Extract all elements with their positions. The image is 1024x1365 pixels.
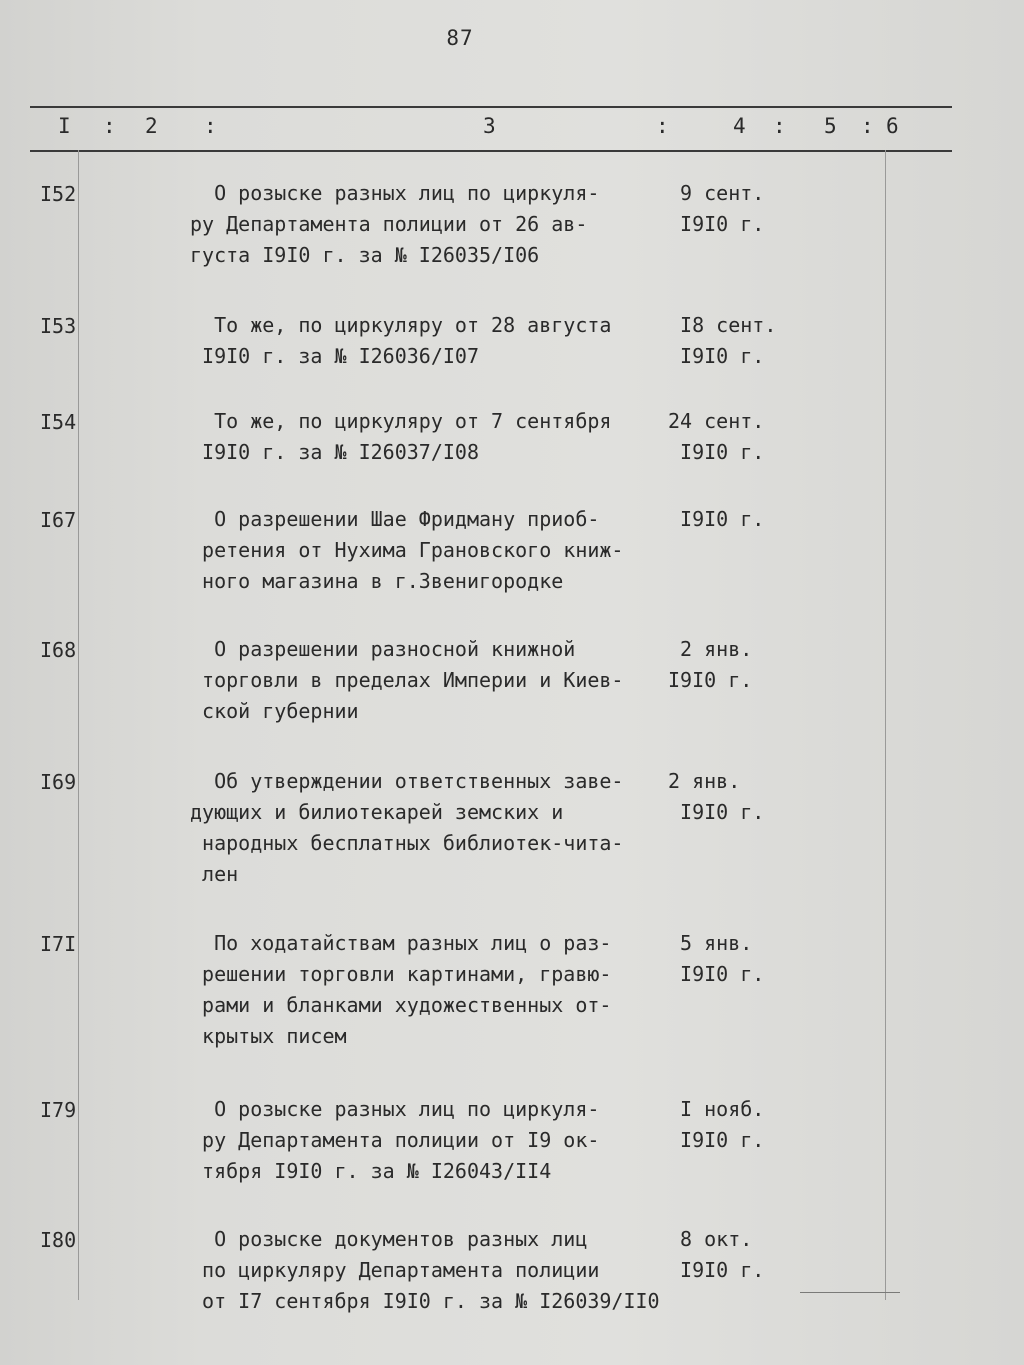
column-header-4: 4 [733, 114, 747, 138]
entry-date: 8 окт. I9I0 г. [680, 1227, 765, 1282]
entry-title: То же, по циркуляру от 7 сентября I9I0 г. за № I26037/I08 [202, 409, 612, 464]
entry-date: 2 янв. I9I0 г. [668, 769, 765, 824]
column-header-5: 5 [824, 114, 838, 138]
header-rule-bottom [30, 150, 952, 152]
entry-number: I69 [40, 770, 77, 794]
column-separator-2: : [204, 114, 218, 138]
entry-date: I нояб. I9I0 г. [680, 1097, 765, 1152]
column-separator-4: : [773, 114, 787, 138]
column-line-5 [885, 150, 886, 1300]
entry-date: 24 сент. I9I0 г. [668, 409, 765, 464]
entry-number: I67 [40, 508, 77, 532]
entry-number: I79 [40, 1098, 77, 1122]
header-rule-top [30, 106, 952, 108]
entry-date: 9 сент. I9I0 г. [680, 181, 765, 236]
entry-title: О розыске документов разных лиц по циркуляру Департамента полиции от I7 сентября I9I0 г. за № I26039/II0 [202, 1227, 660, 1313]
entry-number: I7I [40, 932, 77, 956]
column-header-1: I [58, 114, 72, 138]
entry-title: О розыске разных лиц по циркуля- ру Департамента полиции от 26 ав- густа I9I0 г. за № I26035/I06 [190, 181, 600, 267]
entry-title: О разрешении Шае Фридману приоб- ретения от Нухима Грановского книж- ного магазина в г.Звенигородке [202, 507, 624, 593]
entry-date: I9I0 г. [668, 507, 765, 531]
entry-number: I68 [40, 638, 77, 662]
column-header-3: 3 [483, 114, 497, 138]
bottom-rule [800, 1292, 900, 1293]
entry-title: Об утверждении ответственных заве- дующих и билиотекарей земских и народных бесплатных библиотек-чита- лен [190, 769, 624, 886]
entry-number: I52 [40, 182, 77, 206]
column-header-6: 6 [886, 114, 900, 138]
entry-number: I80 [40, 1228, 77, 1252]
entry-title: О розыске разных лиц по циркуля- ру Департамента полиции от I9 ок- тября I9I0 г. за № I26043/II4 [202, 1097, 600, 1183]
entry-date: 5 янв. I9I0 г. [680, 931, 765, 986]
entry-number: I54 [40, 410, 77, 434]
column-separator-5: : [861, 114, 875, 138]
page-number: 87 [446, 26, 474, 50]
entry-number: I53 [40, 314, 77, 338]
entry-date: 2 янв. I9I0 г. [668, 637, 753, 692]
entry-date: I8 сент. I9I0 г. [680, 313, 777, 368]
entry-title: По ходатайствам разных лиц о раз- решении торговли картинами, гравю- рами и бланками художественных от- крытых писем [202, 931, 612, 1048]
column-header-2: 2 [145, 114, 159, 138]
column-separator-3: : [656, 114, 670, 138]
entry-title: То же, по циркуляру от 28 августа I9I0 г. за № I26036/I07 [202, 313, 612, 368]
entry-title: О разрешении разносной книжной торговли в пределах Империи и Киев- ской губернии [202, 637, 624, 723]
column-separator-1: : [103, 114, 117, 138]
